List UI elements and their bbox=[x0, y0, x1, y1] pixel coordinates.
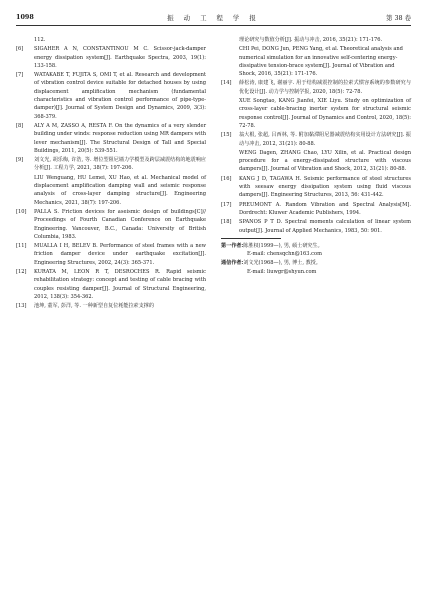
reference-text: LIU Wenguang, HU Lemei, XU Hao, et al. Mechanical model of displacement amplification damping wall and seismic response analysis of cross-layer damping structure[J]. Engineering Mechanics, 2021, 38(7): 197-206. bbox=[34, 174, 206, 206]
right-column bbox=[221, 36, 411, 277]
reference-text: WENG Dagen, ZHANG Chao, LYU Xilin, et al. Practical design procedure for a energy-dissipated structure with viscous dampers[J]. Journal of Vibration and Shock, 2012, 31(21): 80-88. bbox=[239, 149, 411, 173]
author-label: 通信作者: bbox=[221, 260, 244, 267]
reference-number: [9] bbox=[16, 157, 24, 164]
reference-number: [13] bbox=[16, 303, 27, 310]
reference-item bbox=[16, 122, 206, 155]
author-label: 第一作者: bbox=[221, 242, 244, 249]
reference-number: [12] bbox=[16, 269, 27, 276]
reference-number: [7] bbox=[16, 72, 24, 79]
author-info: 刘文光(1968—), 男, 博士, 教授。 bbox=[243, 260, 321, 267]
footnote-divider bbox=[221, 238, 281, 239]
reference-number: [15] bbox=[221, 132, 232, 139]
reference-text: 翁大根, 张超, 吕西林, 等. 附加黏滞阻尼器减震结构实用设计方法研究[J]. 振动与冲击, 2012, 31(21): 80-88. bbox=[239, 132, 411, 147]
reference-item bbox=[221, 131, 411, 148]
first-author-note bbox=[221, 242, 411, 259]
reference-text: SIGAHER A N, CONSTANTINOU M C. Scissor-jack-damper energy dissipation system[J]. Earthquake Spectra, 2003, 19(1): 133-158. bbox=[34, 46, 206, 69]
reference-continuation: 理论研究与数值分析[J]. 振动与冲击, 2016, 35(21): 171-176. bbox=[239, 37, 383, 43]
reference-number: [10] bbox=[16, 208, 27, 215]
page-number: 1098 bbox=[16, 13, 34, 21]
author-email: E-mail: chensqchn@163.com bbox=[247, 251, 322, 258]
reference-item bbox=[16, 208, 206, 241]
running-header bbox=[16, 13, 411, 26]
left-column bbox=[16, 36, 206, 312]
reference-item bbox=[16, 302, 206, 310]
reference-text: PREUMONT A. Random Vibration and Spectral Analysis[M]. Dordrecht: Kluwer Academic Publishers, 1994. bbox=[239, 201, 411, 216]
reference-item bbox=[221, 175, 411, 200]
reference-continuation-translation: CHI Pei, DONG Jun, PENG Yang, et al. Theoretical analysis and numerical simulation for an innovative self-centering energy-dissipative tension-brace system[J]. Journal of Vibration and Shock, 2016, 35(21): 171-176. bbox=[239, 46, 403, 78]
reference-text: XUE Songtao, KANG Jianfei, XIE Liyu. Study on optimization of cross-layer cable-bracing inerter system for structural seismic response control[J]. Journal of Dynamics and Control, 2020, 18(5): 72-78. bbox=[239, 98, 411, 129]
reference-text: WATAKABE T, FUJITA S, OMI T, et al. Research and development of vibration control device suitable for detached houses by using displacement amplification mechanism (fundamental characteristics and vibration control performance of pipe-type-damper)[J]. Journal of System Design and Dynamics, 2009, 3(3): 368-379. bbox=[34, 72, 206, 120]
reference-number: [11] bbox=[16, 243, 27, 250]
reference-text: 刘文光, 胡乐梅, 许浩, 等. 增位型阻尼墙力学模型及跨层减震结构的地震响应分析[J]. 工程力学, 2021, 38(7): 197-206. bbox=[34, 157, 206, 172]
reference-text: SPANOS P T D. Spectral moments calculation of linear system output[J]. Journal of Applied Mechanics, 1983, 50: 901. bbox=[239, 219, 411, 234]
reference-item bbox=[16, 71, 206, 121]
reference-item bbox=[16, 45, 206, 70]
reference-text: KURATA M, LEON R T, DESROCHES R. Rapid seismic rehabilitation strategy: concept and testing of cable bracing with couples resisting damper[J]. Journal of Structural Engineering, 2012, 138(3): 354-362. bbox=[34, 269, 206, 300]
reference-text: 池坤, 蕫军, 彭洋, 等. 一种新型自复位耗能拉索支撑的 bbox=[34, 303, 154, 310]
reference-translation bbox=[221, 97, 411, 130]
reference-translation bbox=[16, 174, 206, 207]
reference-number bbox=[221, 149, 239, 174]
reference-item bbox=[16, 242, 206, 267]
reference-number bbox=[221, 97, 239, 130]
reference-item bbox=[16, 268, 206, 301]
reference-number: [6] bbox=[16, 46, 24, 53]
reference-item bbox=[221, 218, 411, 235]
reference-text: ALY A M, ZASSO A, RESTA F. On the dynamics of a very slender building under winds: response reduction using MR dampers with lever mechanism[J]. The Structural Design of Tall and Special Buildings, 2011, 20(5): 539-551. bbox=[34, 122, 206, 154]
corresponding-author-note bbox=[221, 259, 411, 276]
reference-text: 薛松涛, 康建飞, 谢丽宇. 用于结构减震控制的拉索式惯容系统的参数研究与优化设计[J]. 动力学与控制学报, 2020, 18(5): 72-78. bbox=[239, 80, 411, 95]
reference-item bbox=[221, 79, 411, 96]
reference-number: [16] bbox=[221, 175, 232, 182]
reference-translation bbox=[221, 149, 411, 174]
reference-number: [17] bbox=[221, 201, 232, 208]
reference-item bbox=[221, 201, 411, 218]
reference-text: KANG J D, TAGAWA H. Seismic performance of steel structures with seesaw energy dissipation system using fluid viscous dampers[J]. Engineering Structures, 2013, 56: 431-442. bbox=[239, 175, 411, 199]
reference-number: [14] bbox=[221, 80, 232, 87]
reference-number: [8] bbox=[16, 122, 24, 129]
reference-text: PALLA S. Friction devices for aseismic design of buildings[C]// Proceedings of Fourth Canadian Conference on Earthquake Engineering. Vancouver, B.C., Canada: University of British Columbia, 1983. bbox=[34, 208, 206, 240]
reference-item bbox=[16, 156, 206, 173]
author-info: 陈胜权(1999—), 男, 硕士研究生。 bbox=[243, 242, 323, 249]
reference-number: [18] bbox=[221, 219, 232, 226]
volume-label: 第 38 卷 bbox=[386, 14, 411, 22]
author-email: E-mail: liuwgr@shyun.com bbox=[247, 268, 317, 275]
reference-continuation: 112. bbox=[34, 37, 46, 43]
reference-text: MUALLA I H, BELEV B. Performance of steel frames with a new friction damper device under earthquake excitation[J]. Engineering Structures, 2002, 24(3): 365-371. bbox=[34, 243, 206, 266]
journal-title: 振 动 工 程 学 报 bbox=[167, 14, 260, 22]
reference-number bbox=[16, 174, 34, 207]
